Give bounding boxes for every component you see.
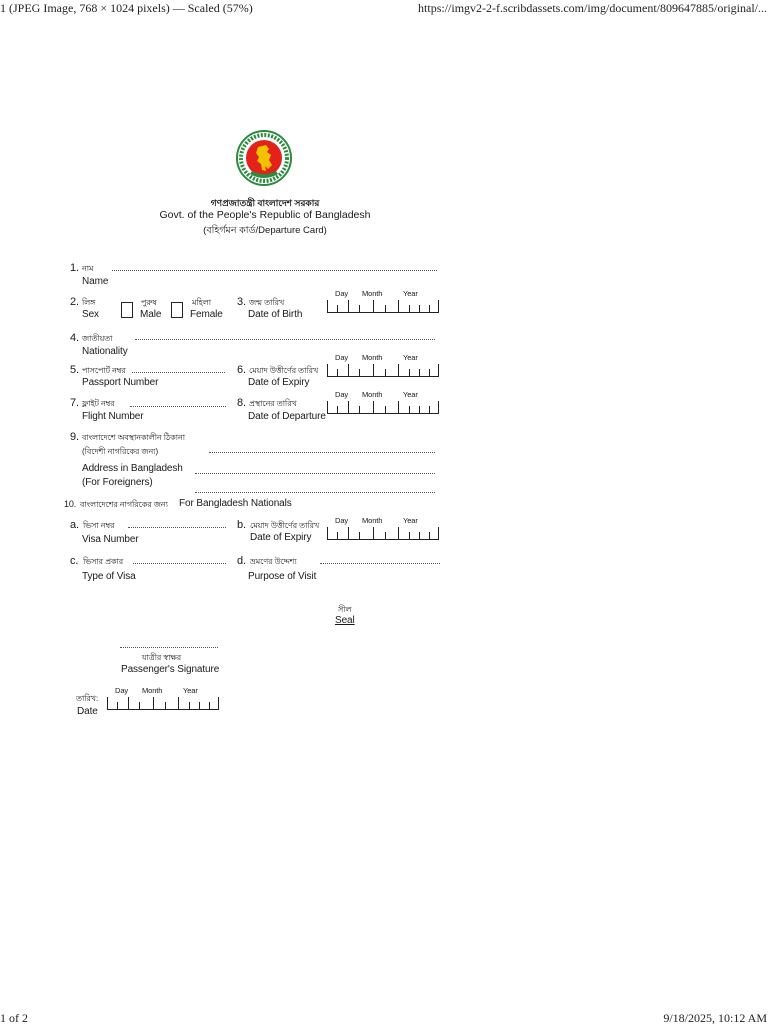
date-box-divider — [359, 406, 360, 414]
header-title-en: Govt. of the People's Republic of Bangladesh — [159, 209, 371, 221]
field-4-label-bn: জাতীয়তা — [82, 334, 113, 343]
field-7-label-bn: ফ্লাইট নম্বর — [82, 399, 115, 408]
date-box-divider — [409, 406, 410, 414]
field-d-label-en: Purpose of Visit — [248, 571, 317, 582]
date-box-divider — [337, 305, 338, 313]
purpose-input-line[interactable] — [320, 563, 440, 564]
field-9-label-bn-2: (বিদেশী নাগরিকের জন্য) — [82, 447, 159, 456]
flight-input-line[interactable] — [130, 406, 226, 407]
date-box-divider — [117, 702, 118, 710]
header-title-bn: গণপ্রজাতন্ত্রী বাংলাদেশ সরকার — [210, 198, 320, 208]
field-6-label-bn: মেয়াদ উত্তীর্ণের তারিখ — [249, 366, 319, 375]
date-box-divider — [327, 401, 328, 414]
female-label-bn: মহিলা — [192, 298, 211, 307]
date-box-divider — [337, 406, 338, 414]
date-box-divider — [189, 702, 190, 710]
field-6-number: 6. — [237, 364, 246, 376]
date-box-divider — [209, 702, 210, 710]
date-box-divider — [438, 527, 439, 540]
address-input-line-3[interactable] — [195, 492, 435, 493]
male-label-bn: পুরুষ — [141, 298, 157, 307]
field-9-label-en-1: Address in Bangladesh — [82, 463, 183, 474]
field-2-label-en: Sex — [82, 309, 99, 320]
date-year-header: Year — [403, 353, 418, 362]
date-year-header: Year — [183, 686, 198, 695]
field-b-number: b. — [237, 519, 246, 531]
date-box-divider — [359, 369, 360, 377]
date-month-header: Month — [362, 353, 383, 362]
date-box-divider — [139, 702, 140, 710]
field-4-label-en: Nationality — [82, 346, 128, 357]
name-input-line[interactable] — [112, 270, 437, 271]
date-box-divider — [373, 527, 374, 540]
field-8-label-en: Date of Departure — [248, 411, 326, 422]
field-b-label-en: Date of Expiry — [250, 532, 312, 543]
date-box-divider — [438, 364, 439, 377]
date-year-header: Year — [403, 516, 418, 525]
field-10-label-en: For Bangladesh Nationals — [179, 498, 292, 509]
field-8-label-bn: প্রস্থানের তারিখ — [249, 399, 297, 408]
field-9-number: 9. — [70, 431, 79, 443]
header-subtitle: (বহির্গমন কার্ড/Departure Card) — [203, 225, 327, 236]
date-box-divider — [373, 401, 374, 414]
visa-type-input-line[interactable] — [133, 563, 226, 564]
date-box-divider — [398, 401, 399, 414]
date-box-divider — [337, 532, 338, 540]
field-a-label-en: Visa Number — [82, 534, 139, 545]
field-2-number: 2. — [70, 296, 79, 308]
field-d-label-bn: ভ্রমণের উদ্দেশ্য — [250, 557, 297, 566]
date-box-divider — [359, 305, 360, 313]
date-day-header: Day — [335, 516, 349, 525]
browser-title: 1 (JPEG Image, 768 × 1024 pixels) — Scaled (57%) — [0, 1, 253, 15]
date-box-divider — [327, 527, 328, 540]
date-box-divider — [398, 527, 399, 540]
field-d-number: d. — [237, 555, 246, 567]
date-box-divider — [348, 527, 349, 540]
female-label-en: Female — [190, 309, 223, 320]
date-box-divider — [128, 697, 129, 710]
date-box-divider — [429, 369, 430, 377]
date-box-divider — [153, 697, 154, 710]
date-box-divider — [385, 305, 386, 313]
date-month-header: Month — [362, 289, 383, 298]
date-month-header: Month — [362, 516, 383, 525]
date-box-divider — [419, 305, 420, 313]
field-5-label-en: Passport Number — [82, 377, 159, 388]
male-checkbox[interactable] — [121, 302, 133, 318]
date-box-divider — [438, 401, 439, 414]
date-box-divider — [385, 532, 386, 540]
date-box-divider — [348, 300, 349, 313]
date-label-en: Date — [77, 706, 98, 717]
field-4-number: 4. — [70, 332, 79, 344]
field-c-label-en: Type of Visa — [82, 571, 136, 582]
date-box-divider — [373, 364, 374, 377]
date-box-divider — [218, 697, 219, 710]
browser-url[interactable]: https://imgv2-2-f.scribdassets.com/img/document/809647885/original/... — [418, 1, 767, 15]
field-3-number: 3. — [237, 296, 246, 308]
field-c-label-bn: ভিসার প্রকার — [83, 557, 124, 566]
date-box-divider — [337, 369, 338, 377]
field-1-label-en: Name — [82, 276, 109, 287]
date-baseline — [327, 539, 439, 540]
signature-label-en: Passenger's Signature — [121, 664, 220, 675]
date-box-divider — [429, 532, 430, 540]
date-box-divider — [327, 300, 328, 313]
date-month-header: Month — [362, 390, 383, 399]
seal-label-en: Seal — [335, 615, 355, 626]
date-baseline — [327, 413, 439, 414]
page-indicator: 1 of 2 — [0, 1011, 28, 1025]
field-5-label-bn: পাসপোর্ট নম্বর — [82, 366, 126, 375]
date-box-divider — [348, 364, 349, 377]
date-box-divider — [429, 406, 430, 414]
field-2-label-bn: লিঙ্গ — [82, 298, 96, 307]
field-9-label-en-2: (For Foreigners) — [82, 477, 153, 488]
field-8-number: 8. — [237, 397, 246, 409]
field-3-label-en: Date of Birth — [248, 309, 303, 320]
field-1-number: 1. — [70, 262, 79, 274]
date-box-divider — [107, 697, 108, 710]
bangladesh-govt-emblem — [236, 130, 292, 186]
date-box-divider — [385, 369, 386, 377]
field-c-number: c. — [70, 555, 79, 567]
date-box-divider — [165, 702, 166, 710]
date-day-header: Day — [335, 390, 349, 399]
field-a-label-bn: ভিসা নম্বর — [83, 521, 115, 530]
date-box-divider — [373, 300, 374, 313]
date-box-divider — [419, 406, 420, 414]
date-box-divider — [398, 300, 399, 313]
male-label-en: Male — [140, 309, 162, 320]
date-year-header: Year — [403, 390, 418, 399]
signature-line[interactable] — [120, 647, 218, 648]
date-box-divider — [438, 300, 439, 313]
date-box-divider — [419, 369, 420, 377]
signature-label-bn: যাত্রীর স্বাক্ষর — [142, 653, 182, 662]
date-box-divider — [409, 369, 410, 377]
date-box-divider — [327, 364, 328, 377]
date-day-header: Day — [115, 686, 129, 695]
female-checkbox[interactable] — [171, 302, 183, 318]
passport-input-line[interactable] — [132, 372, 225, 373]
field-7-label-en: Flight Number — [82, 411, 144, 422]
date-box-divider — [419, 532, 420, 540]
date-label-bn: তারিখ: — [76, 694, 99, 703]
field-7-number: 7. — [70, 397, 79, 409]
date-box-divider — [429, 305, 430, 313]
date-box-divider — [409, 305, 410, 313]
date-baseline — [327, 376, 439, 377]
field-b-label-bn: মেয়াদ উত্তীর্ণের তারিখ — [250, 521, 320, 530]
field-3-label-bn: জন্ম তারিখ — [249, 298, 285, 307]
field-6-label-en: Date of Expiry — [248, 377, 310, 388]
seal-label-bn: সীল — [338, 605, 352, 614]
field-5-number: 5. — [70, 364, 79, 376]
visa-number-input-line[interactable] — [128, 527, 226, 528]
date-day-header: Day — [335, 289, 349, 298]
nationality-input-line[interactable] — [135, 339, 435, 340]
date-month-header: Month — [142, 686, 163, 695]
print-datetime: 9/18/2025, 10:12 AM — [663, 1011, 767, 1025]
date-box-divider — [385, 406, 386, 414]
field-9-label-bn-1: বাংলাদেশে অবস্থানকালীন ঠিকানা — [82, 433, 185, 442]
address-input-line-2[interactable] — [195, 473, 435, 474]
date-box-divider — [409, 532, 410, 540]
field-a-number: a. — [70, 519, 79, 531]
date-baseline — [327, 312, 439, 313]
field-10-label-bn: বাংলাদেশের নাগরিকের জন্য — [80, 500, 168, 509]
date-box-divider — [178, 697, 179, 710]
date-box-divider — [359, 532, 360, 540]
date-day-header: Day — [335, 353, 349, 362]
date-baseline — [107, 709, 219, 710]
date-year-header: Year — [403, 289, 418, 298]
field-1-label-bn: নাম — [82, 264, 94, 273]
date-box-divider — [348, 401, 349, 414]
field-10-number: 10. — [64, 499, 77, 509]
date-box-divider — [199, 702, 200, 710]
address-input-line-1[interactable] — [209, 452, 435, 453]
date-box-divider — [398, 364, 399, 377]
